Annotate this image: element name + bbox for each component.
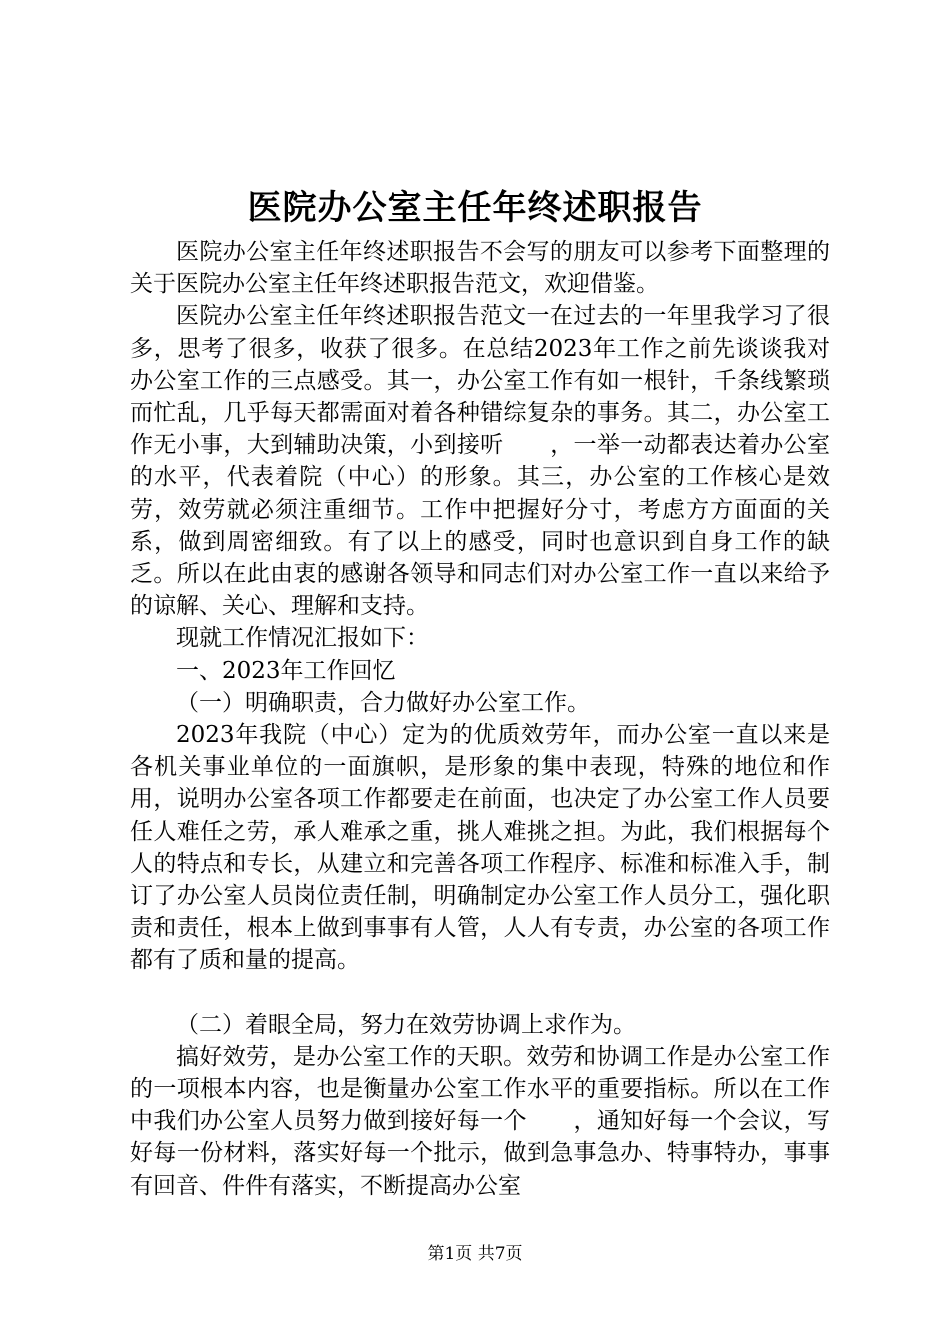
subsection-heading-two: （二）着眼全局，努力在效劳协调上求作为。 [176, 1011, 636, 1038]
document-body [130, 236, 830, 1202]
document-title: 医院办公室主任年终述职报告 [247, 188, 703, 228]
page-footer: 第1页 共7页 [427, 1244, 523, 1264]
paragraph-intro: 医院办公室主任年终述职报告不会写的朋友可以参考下面整理的关于医院办公室主任年终述职报告范文，欢迎借鉴。 [130, 239, 830, 298]
paragraph-service: 搞好效劳，是办公室工作的天职。效劳和协调工作是办公室工作的一项根本内容，也是衡量办公室工作水平的重要指标。所以在工作中我们办公室人员努力做到接好每一个 ，通知好每一个会议，写好每一份材料，落实好每一个批示，做到急事急办、特事特办，事事有回音、件件有落实，不断提高办公室 [130, 1043, 830, 1199]
paragraph-responsibilities: 2023年我院（中心）定为的优质效劳年，而办公室一直以来是各机关事业单位的一面旗帜，是形象的集中表现，特殊的地位和作用，说明办公室各项工作都要走在前面，也决定了办公室工作人员要任人难任之劳，承人难承之重，挑人难挑之担。为此，我们根据每个人的特点和专长，从建立和完善各项工作程序、标准和标准入手，制订了办公室人员岗位责任制，明确制定办公室工作人员分工，强化职责和责任，根本上做到事事有人管，人人有专责，办公室的各项工作都有了质和量的提高。 [130, 722, 830, 974]
section-heading-review: 一、2023年工作回忆 [176, 657, 396, 684]
paragraph-sample-one: 医院办公室主任年终述职报告范文一在过去的一年里我学习了很多，思考了很多，收获了很多。在总结2023年工作之前先谈谈我对办公室工作的三点感受。其一，办公室工作有如一根针，千条线繁琐而忙乱，几乎每天都需面对着各种错综复杂的事务。其二，办公室工作无小事，大到辅助决策，小到接听 ，一举一动都表达着办公室的水平，代表着院（中心）的形象。其三，办公室的工作核心是效劳，效劳就必须注重细节。工作中把握好分寸，考虑方方面面的关系，做到周密细致。有了以上的感受，同时也意识到自身工作的缺乏。所以在此由衷的感谢各领导和同志们对办公室工作一直以来给予的谅解、关心、理解和支持。 [130, 303, 830, 620]
subsection-heading-one: （一）明确职责，合力做好办公室工作。 [176, 689, 590, 716]
paragraph-report-intro: 现就工作情况汇报如下： [176, 625, 429, 652]
